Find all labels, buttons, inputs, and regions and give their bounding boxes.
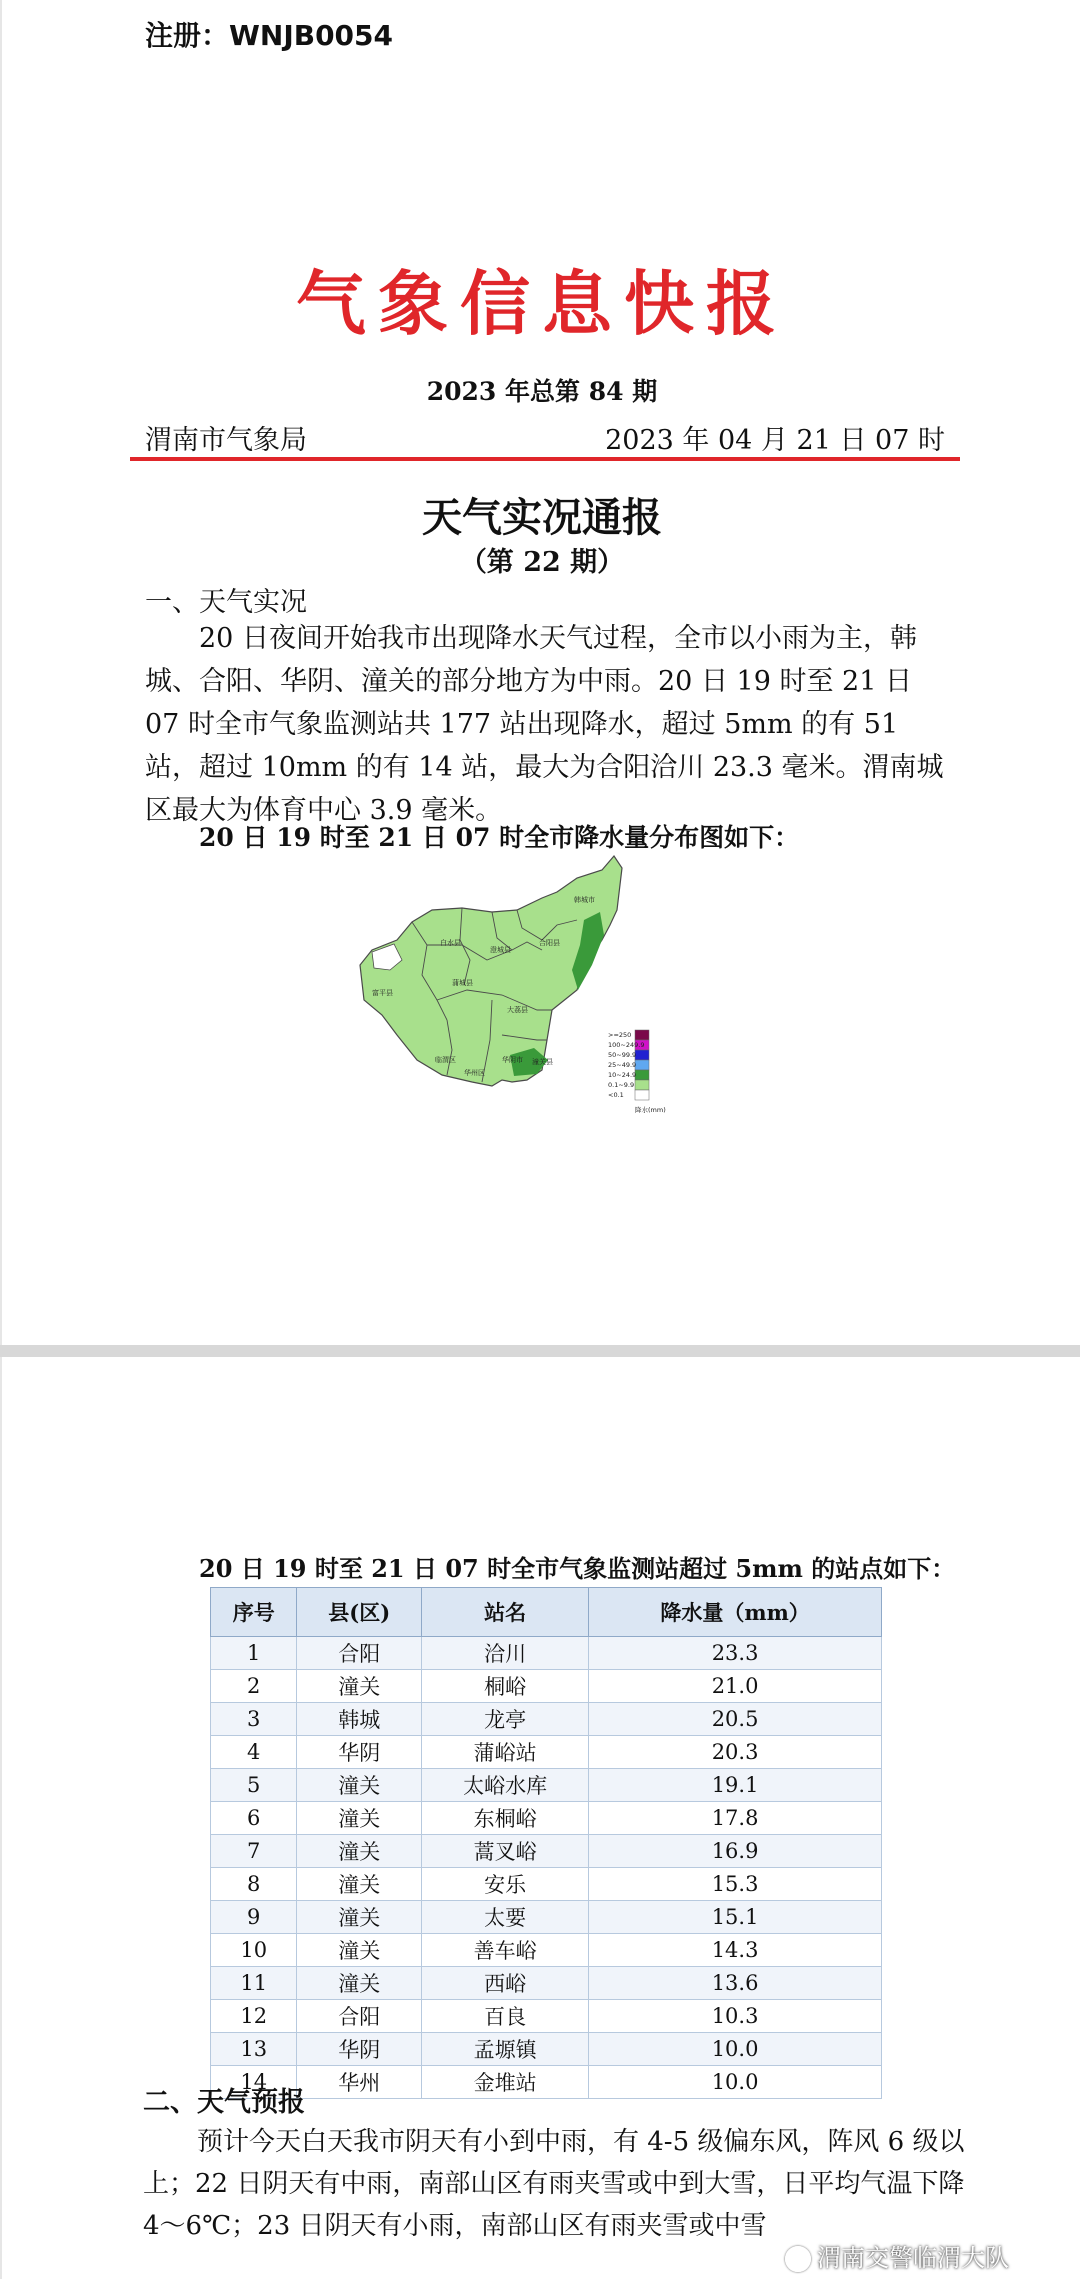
table-row [211, 1868, 882, 1901]
legend-swatch [635, 1030, 649, 1040]
cell-station: 龙亭 [422, 1703, 589, 1736]
bulletin-number: （第 22 期） [459, 547, 625, 578]
cell-precipitation: 20.3 [589, 1736, 882, 1769]
cell-station: 桐峪 [422, 1670, 589, 1703]
col-header-precipitation: 降水量（mm） [589, 1588, 882, 1637]
cell-station: 西峪 [422, 1967, 589, 2000]
map-label-dali: 大荔县 [507, 1006, 528, 1014]
map-label-fuping: 富平县 [372, 989, 393, 997]
cell-station: 孟塬镇 [422, 2033, 589, 2066]
cell-county: 潼关 [297, 1670, 422, 1703]
watermark-text: 渭南交警临渭大队 [817, 2244, 1009, 2272]
cell-county: 华阴 [297, 2033, 422, 2066]
table-row [211, 1736, 882, 1769]
cell-index: 13 [211, 2033, 297, 2066]
cell-index: 3 [211, 1703, 297, 1736]
col-header-station: 站名 [422, 1588, 589, 1637]
cell-county: 合阳 [297, 1637, 422, 1670]
cell-precipitation: 14.3 [589, 1934, 882, 1967]
cell-county: 潼关 [297, 1802, 422, 1835]
cell-index: 1 [211, 1637, 297, 1670]
cell-station: 太峪水库 [422, 1769, 589, 1802]
legend-swatch [635, 1060, 649, 1070]
table-row [211, 2066, 882, 2099]
issue-number: 2023 年总第 84 期 [426, 377, 658, 406]
cell-station: 百良 [422, 2000, 589, 2033]
table-row [211, 1769, 882, 1802]
map-label-baishui: 白水县 [440, 939, 461, 947]
legend-label: >=250 [608, 1031, 632, 1039]
cell-precipitation: 10.3 [589, 2000, 882, 2033]
cell-station: 金堆站 [422, 2066, 589, 2099]
red-divider [130, 457, 960, 461]
map-label-hancheng: 韩城市 [574, 896, 595, 904]
cell-index: 9 [211, 1901, 297, 1934]
table-row [211, 2000, 882, 2033]
table-row [211, 1802, 882, 1835]
table-row [211, 1934, 882, 1967]
section-heading-observation: 一、天气实况 [145, 587, 307, 618]
cell-precipitation: 19.1 [589, 1769, 882, 1802]
cell-index: 14 [211, 2066, 297, 2099]
cell-station: 蒿叉峪 [422, 1835, 589, 1868]
cell-county: 潼关 [297, 1967, 422, 2000]
cell-precipitation: 10.0 [589, 2066, 882, 2099]
forecast-paragraph: 预计今天白天我市阴天有小到中雨，有 4-5 级偏东风，阵风 6 级以上；22 日阴天有中雨，南部山区有雨夹雪或中到大雪，日平均气温下降 4～6℃；23 日阴天有小雨，南部山区有雨夹雪或中雪 [143, 2127, 965, 2241]
bulletin-title: 天气实况通报 [422, 494, 662, 541]
cell-county: 华州 [297, 2066, 422, 2099]
cell-precipitation: 13.6 [589, 1967, 882, 2000]
cell-precipitation: 15.1 [589, 1901, 882, 1934]
cell-precipitation: 23.3 [589, 1637, 882, 1670]
table-row [211, 2033, 882, 2066]
legend-label: 0.1~9.9 [608, 1081, 635, 1089]
legend-swatch [635, 1090, 649, 1100]
page-separator [0, 1345, 1080, 1357]
col-header-county: 县(区) [297, 1588, 422, 1637]
cell-county: 合阳 [297, 2000, 422, 2033]
table-row [211, 1901, 882, 1934]
wechat-icon [785, 2246, 811, 2272]
legend-swatch [635, 1050, 649, 1060]
organization-name: 渭南市气象局 [145, 425, 307, 456]
map-label-linwei: 临渭区 [435, 1056, 456, 1064]
legend-title: 降水(mm) [635, 1106, 666, 1114]
map-label-huazhou: 华州区 [464, 1069, 485, 1077]
cell-station: 蒲峪站 [422, 1736, 589, 1769]
col-header-index: 序号 [211, 1588, 297, 1637]
cell-index: 4 [211, 1736, 297, 1769]
table-row [211, 1637, 882, 1670]
issue-datetime: 2023 年 04 月 21 日 07 时 [605, 425, 945, 456]
cell-county: 潼关 [297, 1868, 422, 1901]
map-label-tongguan: 潼关县 [532, 1058, 553, 1066]
observation-paragraph: 20 日夜间开始我市出现降水天气过程，全市以小雨为主，韩城、合阳、华阴、潼关的部分地方为中雨。20 日 19 时至 21 日 07 时全市气象监测站共 177 站出现降水，超过 5mm 的有 51 站，超过 10mm 的有 14 站，最大为合阳洽川 23.3 毫米。渭南城区最大为体育中心 3.9 毫米。 [145, 623, 944, 826]
cell-county: 潼关 [297, 1901, 422, 1934]
table-row [211, 1967, 882, 2000]
watermark [785, 2238, 1009, 2273]
cell-index: 7 [211, 1835, 297, 1868]
cell-index: 10 [211, 1934, 297, 1967]
cell-precipitation: 20.5 [589, 1703, 882, 1736]
cell-county: 潼关 [297, 1934, 422, 1967]
legend-swatch [635, 1070, 649, 1080]
table-row [211, 1703, 882, 1736]
map-label-huayin: 华阴市 [502, 1056, 523, 1064]
cell-precipitation: 17.8 [589, 1802, 882, 1835]
table-row [211, 1835, 882, 1868]
station-table [210, 1587, 882, 2099]
cell-precipitation: 21.0 [589, 1670, 882, 1703]
masthead-title: 气象信息快报 [296, 262, 788, 345]
cell-index: 12 [211, 2000, 297, 2033]
cell-index: 8 [211, 1868, 297, 1901]
cell-station: 善车峪 [422, 1934, 589, 1967]
table-caption: 20 日 19 时至 21 日 07 时全市气象监测站超过 5mm 的站点如下： [199, 1554, 956, 1583]
section-heading-forecast: 二、天气预报 [143, 2087, 305, 2118]
legend-label: 100~249.9 [608, 1041, 645, 1049]
cell-station: 东桐峪 [422, 1802, 589, 1835]
cell-station: 太要 [422, 1901, 589, 1934]
cell-precipitation: 16.9 [589, 1835, 882, 1868]
cell-index: 6 [211, 1802, 297, 1835]
cell-county: 华阴 [297, 1736, 422, 1769]
cell-county: 潼关 [297, 1835, 422, 1868]
cell-precipitation: 10.0 [589, 2033, 882, 2066]
map-label-chengcheng: 澄城县 [490, 946, 511, 954]
legend-label: <0.1 [608, 1091, 624, 1099]
legend-label: 10~24.9 [608, 1071, 637, 1079]
legend-label: 50~99.9 [608, 1051, 637, 1059]
registration-number: 注册：WNJB0054 [145, 19, 394, 52]
map-label-pucheng: 蒲城县 [452, 979, 473, 987]
cell-index: 2 [211, 1670, 297, 1703]
cell-precipitation: 15.3 [589, 1868, 882, 1901]
legend-swatch [635, 1080, 649, 1090]
legend-label: 25~49.9 [608, 1061, 637, 1069]
cell-county: 韩城 [297, 1703, 422, 1736]
cell-station: 安乐 [422, 1868, 589, 1901]
cell-station: 洽川 [422, 1637, 589, 1670]
map-legend [608, 1030, 649, 1100]
precipitation-map [352, 850, 712, 1230]
cell-county: 潼关 [297, 1769, 422, 1802]
table-row [211, 1670, 882, 1703]
map-caption: 20 日 19 时至 21 日 07 时全市降水量分布图如下： [199, 823, 800, 852]
cell-index: 11 [211, 1967, 297, 2000]
cell-index: 5 [211, 1769, 297, 1802]
map-label-heyang: 合阳县 [539, 939, 560, 947]
